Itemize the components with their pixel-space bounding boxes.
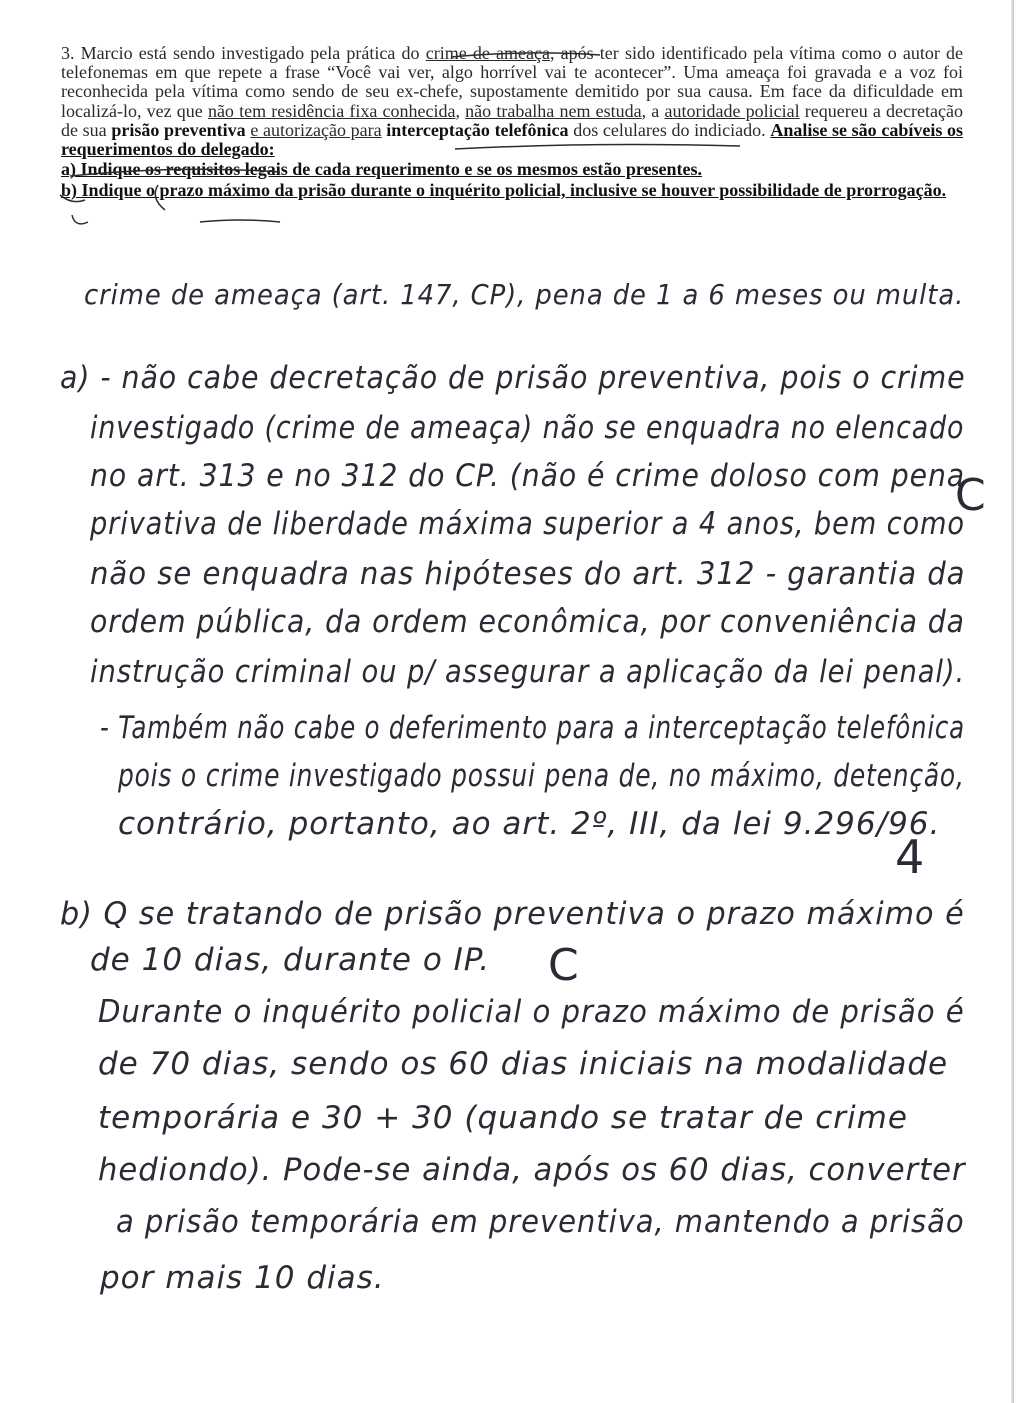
answer-line: não se enquadra nas hipóteses do art. 312 - garantia da: [90, 556, 966, 592]
answer-line: de 10 dias, durante o IP.: [90, 942, 491, 978]
answer-line: a) - não cabe decretação de prisão preventiva, pois o crime: [60, 360, 966, 396]
bracket-stroke: [60, 195, 85, 202]
answer-line: investigado (crime de ameaça) não se enquadra no elencado: [90, 410, 965, 446]
question-text: , após ter sido identificado pela vítima como o autor de telefonemas em que repete a frase “Você vai ver, algo horrível vai te acontecer”. Uma ameaça foi gravada e a voz foi reconhecida pela vítima como sendo de seu ex-chefe, supostamente demitido por sua causa. Em face da dificuldade em localizá-lo, vez que: [61, 43, 964, 121]
answer-line: b) Q se tratando de prisão preventiva o prazo máximo é: [60, 896, 965, 932]
answer-line: crime de ameaça (art. 147, CP), pena de 1 a 6 meses ou multa.: [84, 278, 965, 311]
question-text: dos celulares do indiciado.: [568, 119, 771, 140]
authorization-term: e autorização para: [250, 119, 382, 140]
grade-mark-c: C: [955, 470, 986, 521]
analyze-instruction: Analise se são cabíveis os requerimentos do delegado:: [61, 119, 964, 160]
answer-line: por mais 10 dias.: [100, 1260, 385, 1296]
question-text: Marcio está sendo investigado pela prática do: [74, 43, 426, 63]
grade-score-mark: 4: [895, 830, 925, 884]
interception-term: interceptação telefônica: [386, 119, 569, 140]
residence-term: não tem residência fixa conhecida: [207, 100, 456, 121]
answer-line: privativa de liberdade máxima superior a 4 anos, bem como: [90, 506, 965, 542]
answer-line: hediondo). Pode-se ainda, após os 60 dias, converter: [98, 1152, 966, 1188]
bracket-stroke: [72, 215, 88, 224]
underline-stroke: [200, 220, 280, 222]
answer-line: temporária e 30 + 30 (quando se tratar de crime: [98, 1100, 908, 1136]
item-b: b) Indique o prazo máximo da prisão durante o inquérito policial, inclusive se houver possibilidade de prorrogação.: [61, 180, 947, 201]
underline-stroke: [70, 169, 280, 176]
answer-line: no art. 313 e no 312 do CP. (não é crime doloso com pena: [90, 458, 966, 494]
bracket-stroke: [155, 185, 165, 210]
answer-line: ordem pública, da ordem econômica, por conveniência da: [90, 604, 965, 640]
item-a: a) Indique os requisitos legais de cada requerimento e se os mesmos estão presentes.: [61, 159, 702, 180]
answer-line: de 70 dias, sendo os 60 dias iniciais na modalidade: [98, 1046, 949, 1082]
preventive-term: prisão preventiva: [111, 119, 246, 140]
answer-line: a prisão temporária em preventiva, mantendo a prisão: [116, 1204, 965, 1240]
authority-term: autoridade policial: [664, 100, 800, 121]
grade-mark-c: C: [548, 940, 579, 991]
question-text: ,: [455, 100, 466, 121]
answer-line: contrário, portanto, ao art. 2º, III, da lei 9.296/96.: [118, 806, 941, 842]
answer-line: Durante o inquérito policial o prazo máximo de prisão é: [98, 994, 965, 1030]
answer-line: - Também não cabe o deferimento para a interceptação telefônica: [100, 710, 965, 746]
answer-line: instrução criminal ou p/ assegurar a aplicação da lei penal).: [90, 654, 966, 690]
answer-line: pois o crime investigado possui pena de, no máximo, detenção,: [118, 758, 965, 794]
question-number: 3.: [61, 43, 75, 63]
underline-stroke: [451, 53, 600, 57]
underline-stroke: [455, 145, 740, 149]
crime-term: crime de ameaça: [425, 43, 550, 63]
question-text: requereu a decretação de sua: [61, 100, 963, 140]
no-work-term: não trabalha nem estuda: [465, 100, 642, 121]
question-text: , a: [641, 100, 665, 121]
